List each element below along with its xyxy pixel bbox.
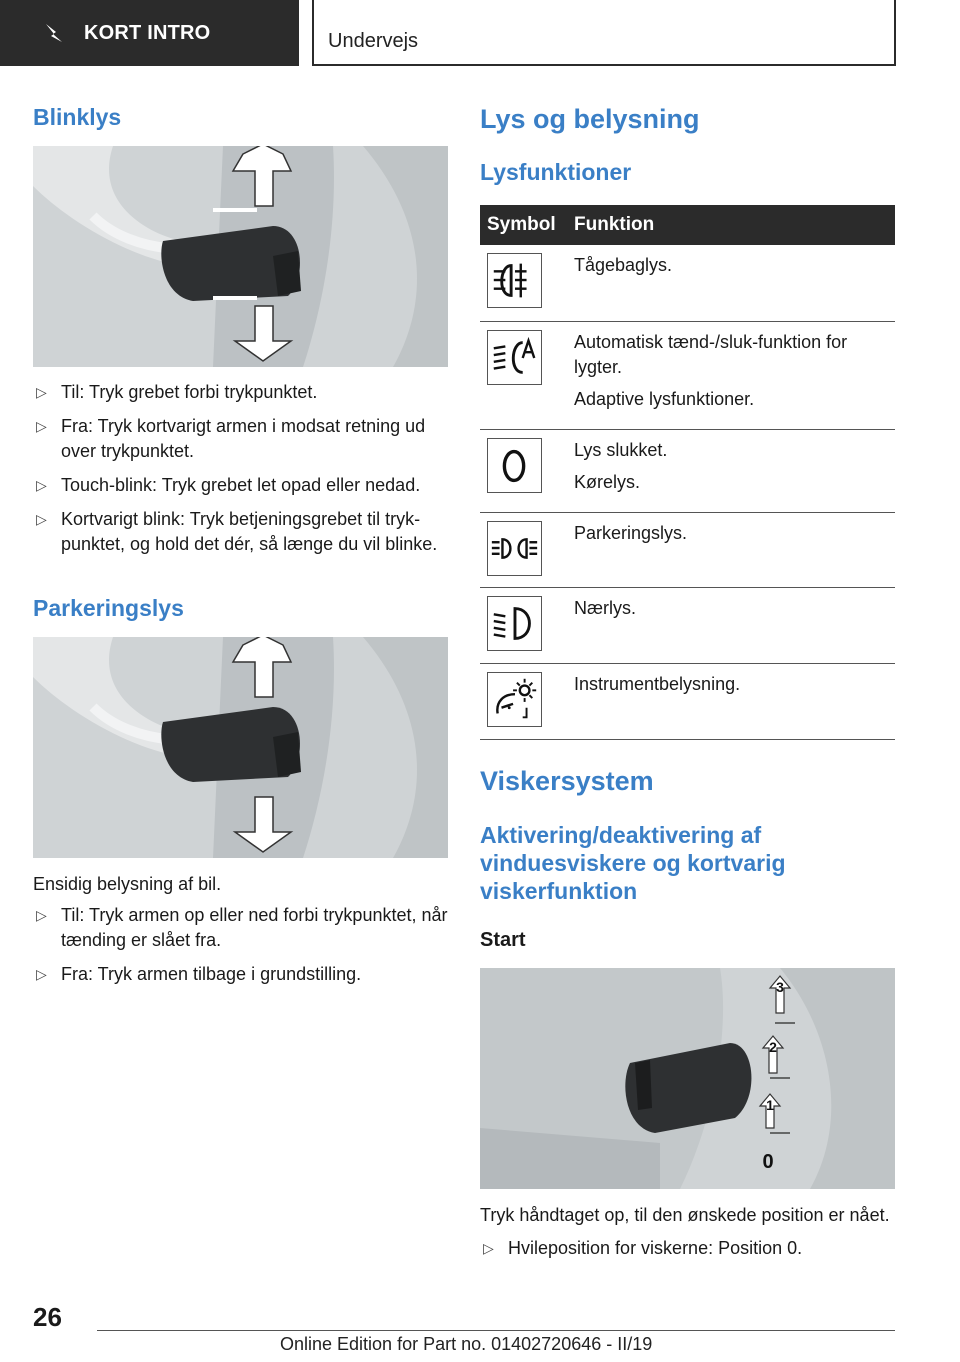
position-label-0: 0 [762, 1150, 774, 1173]
list-item: ▷ Hvileposition for viskerne: Position 0. [480, 1236, 895, 1261]
parkeringslys-heading: Parkeringslys [33, 595, 184, 621]
stalk-illustration-svg-2 [33, 637, 448, 858]
lys-heading: Lys og belysning [480, 104, 700, 134]
wiper-illustration [480, 968, 895, 1189]
left-column [33, 98, 448, 987]
list-item: ▷ Touch-blink: Tryk grebet let opad eller nedad. [33, 473, 448, 498]
blinklys-heading: Blinklys [33, 104, 122, 130]
lysfunktioner-heading: Lysfunktioner [480, 159, 632, 185]
wiper-list [480, 1236, 895, 1261]
right-column [480, 98, 895, 1261]
section-title: Undervejs [328, 30, 419, 52]
light-function-table [480, 205, 895, 740]
triangle-bullet-icon: ▷ [36, 384, 47, 400]
wiper-subheading: Aktivering/deaktivering af vinduesviskere og kortvarig viskerfunktion [480, 821, 786, 904]
viskersystem-heading: Viskersystem [480, 765, 654, 796]
position-label-2: 2 [769, 1038, 777, 1055]
table-row: Lys slukket. Kørelys. [480, 429, 895, 512]
table-row: Instrumentbelysning. [480, 663, 895, 739]
table-row: Tågebaglys. [480, 245, 895, 321]
triangle-bullet-icon: ▷ [36, 477, 47, 493]
chapter-title: KORT INTRO [84, 21, 211, 44]
column-header-symbol: Symbol [480, 205, 567, 245]
stalk-illustration-svg [33, 146, 448, 367]
parking-light-icon [487, 521, 542, 576]
list-item: ▷ Fra: Tryk armen tilbage i grundstilling. [33, 962, 448, 987]
parkeringslys-list [33, 903, 448, 987]
list-item: ▷ Til: Tryk grebet forbi trykpunktet. [33, 380, 448, 405]
parking-light-illustration [33, 637, 448, 858]
triangle-bullet-icon: ▷ [36, 418, 47, 434]
triangle-bullet-icon: ▷ [483, 1239, 494, 1256]
table-row: Nærlys. [480, 587, 895, 663]
triangle-bullet-icon: ▷ [36, 511, 47, 527]
fog-light-icon [487, 253, 542, 308]
edition-note: Online Edition for Part no. 01402720646 - II/19 [280, 1334, 653, 1354]
footer-divider [97, 1330, 895, 1331]
triangle-bullet-icon: ▷ [36, 907, 47, 923]
zero-icon [487, 438, 542, 493]
chapter-tab[interactable] [0, 0, 299, 66]
low-beam-icon [487, 596, 542, 651]
list-item: ▷ Til: Tryk armen op eller ned forbi trykpunktet, når tænding er slået fra. [36, 905, 448, 950]
triangle-bullet-icon: ▷ [36, 966, 47, 982]
lightning-icon [42, 21, 66, 45]
start-heading: Start [480, 928, 526, 951]
list-item: ▷ Kortvarigt blink: Tryk betjeningsgrebet til trykpunktet, og hold det dér, så længe du vil blinke. [36, 509, 438, 554]
auto-headlight-icon [487, 330, 542, 385]
column-header-funktion: Funktion [567, 205, 895, 245]
table-row: Parkeringslys. [480, 512, 895, 587]
wiper-text: Tryk håndtaget op, til den ønskede position er nået. [480, 1204, 890, 1225]
blinklys-list [33, 380, 448, 557]
table-header-row [480, 205, 895, 245]
section-tab[interactable] [312, 0, 896, 66]
page-number: 26 [33, 1302, 62, 1332]
parkeringslys-intro: Ensidig belysning af bil. [33, 874, 222, 894]
wiper-stalk-svg [480, 968, 895, 1189]
list-item: ▷ Fra: Tryk kortvarigt armen i modsat retning ud over trykpunktet. [36, 416, 426, 461]
turn-signal-illustration [33, 146, 448, 367]
position-label-3: 3 [776, 978, 784, 995]
table-row: Automatisk tænd-/sluk-funktion for lygter. Adaptive lysfunktioner. [480, 321, 895, 429]
position-label-1: 1 [766, 1096, 774, 1113]
instrument-light-icon [487, 672, 542, 727]
